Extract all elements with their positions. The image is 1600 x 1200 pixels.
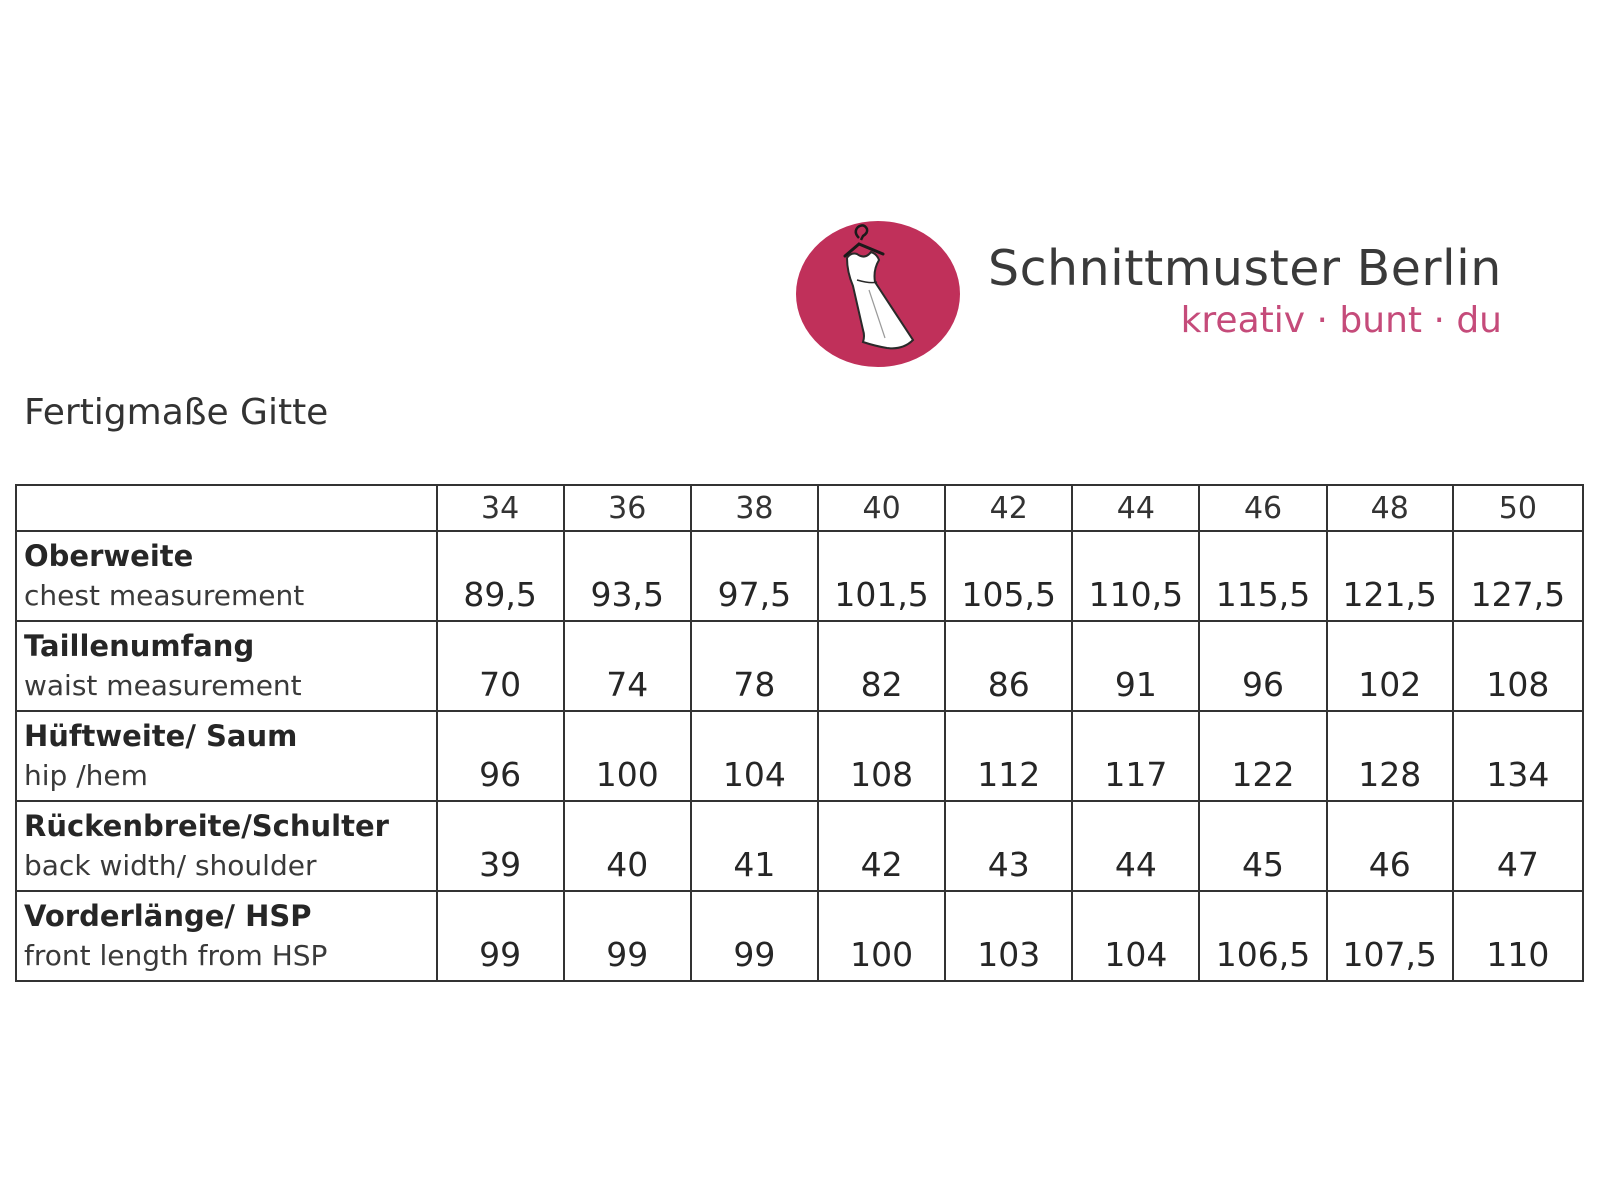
table-row <box>16 621 1583 711</box>
size-header: 38 <box>691 485 818 531</box>
table-cell: 115,5 <box>1199 531 1326 621</box>
size-header: 48 <box>1327 485 1453 531</box>
table-cell: 100 <box>564 711 691 801</box>
table-cell: 74 <box>564 621 691 711</box>
table-cell: 102 <box>1327 621 1453 711</box>
table-cell: 93,5 <box>564 531 691 621</box>
table-cell: 96 <box>437 711 564 801</box>
table-cell: 105,5 <box>945 531 1072 621</box>
page-title: Fertigmaße Gitte <box>24 392 329 433</box>
table-cell: 103 <box>945 891 1072 981</box>
table-cell: 78 <box>691 621 818 711</box>
row-label-german: Hüftweite/ Saum <box>24 719 298 753</box>
row-label-german: Taillenumfang <box>24 629 255 663</box>
row-label-german: Rückenbreite/Schulter <box>24 809 389 843</box>
table-cell: 128 <box>1327 711 1453 801</box>
table-cell: 42 <box>818 801 945 891</box>
table-row <box>16 711 1583 801</box>
row-label-german: Vorderlänge/ HSP <box>24 899 312 933</box>
table-cell: 40 <box>564 801 691 891</box>
table-cell: 82 <box>818 621 945 711</box>
row-label <box>16 711 437 801</box>
table-cell: 99 <box>564 891 691 981</box>
brand-name: Schnittmuster Berlin <box>988 240 1502 297</box>
table-cell: 47 <box>1453 801 1583 891</box>
size-header: 34 <box>437 485 564 531</box>
table-cell: 45 <box>1199 801 1326 891</box>
size-header: 36 <box>564 485 691 531</box>
row-label <box>16 531 437 621</box>
table-cell: 121,5 <box>1327 531 1453 621</box>
row-label-english: chest measurement <box>24 579 305 612</box>
table-cell: 89,5 <box>437 531 564 621</box>
table-cell: 110,5 <box>1072 531 1199 621</box>
table-cell: 134 <box>1453 711 1583 801</box>
row-label <box>16 801 437 891</box>
dress-on-hanger-icon <box>795 220 961 368</box>
table-cell: 110 <box>1453 891 1583 981</box>
table-row <box>16 531 1583 621</box>
table-cell: 108 <box>818 711 945 801</box>
table-cell: 97,5 <box>691 531 818 621</box>
row-label <box>16 891 437 981</box>
table-cell: 127,5 <box>1453 531 1583 621</box>
row-label-english: hip /hem <box>24 759 148 792</box>
table-cell: 104 <box>1072 891 1199 981</box>
brand-tagline: kreativ · bunt · du <box>1180 300 1502 341</box>
table-cell: 112 <box>945 711 1072 801</box>
size-header: 40 <box>818 485 945 531</box>
table-cell: 101,5 <box>818 531 945 621</box>
table-row <box>16 801 1583 891</box>
size-header: 44 <box>1072 485 1199 531</box>
table-cell: 70 <box>437 621 564 711</box>
table-row <box>16 891 1583 981</box>
table-cell: 106,5 <box>1199 891 1326 981</box>
table-cell: 44 <box>1072 801 1199 891</box>
table-cell: 39 <box>437 801 564 891</box>
row-label-english: back width/ shoulder <box>24 849 317 882</box>
table-cell: 96 <box>1199 621 1326 711</box>
size-header: 42 <box>945 485 1072 531</box>
table-cell: 91 <box>1072 621 1199 711</box>
size-table <box>15 484 1584 982</box>
header-corner-cell <box>16 485 437 531</box>
table-cell: 41 <box>691 801 818 891</box>
table-cell: 86 <box>945 621 1072 711</box>
table-cell: 104 <box>691 711 818 801</box>
table-cell: 99 <box>691 891 818 981</box>
table-cell: 43 <box>945 801 1072 891</box>
row-label-english: waist measurement <box>24 669 302 702</box>
table-cell: 122 <box>1199 711 1326 801</box>
table-cell: 117 <box>1072 711 1199 801</box>
table-cell: 46 <box>1327 801 1453 891</box>
table-cell: 107,5 <box>1327 891 1453 981</box>
table-cell: 99 <box>437 891 564 981</box>
table-cell: 100 <box>818 891 945 981</box>
size-header: 46 <box>1199 485 1326 531</box>
size-header: 50 <box>1453 485 1583 531</box>
table-cell: 108 <box>1453 621 1583 711</box>
table-header-row <box>16 485 1583 531</box>
row-label-english: front length from HSP <box>24 939 328 972</box>
row-label <box>16 621 437 711</box>
row-label-german: Oberweite <box>24 539 194 573</box>
